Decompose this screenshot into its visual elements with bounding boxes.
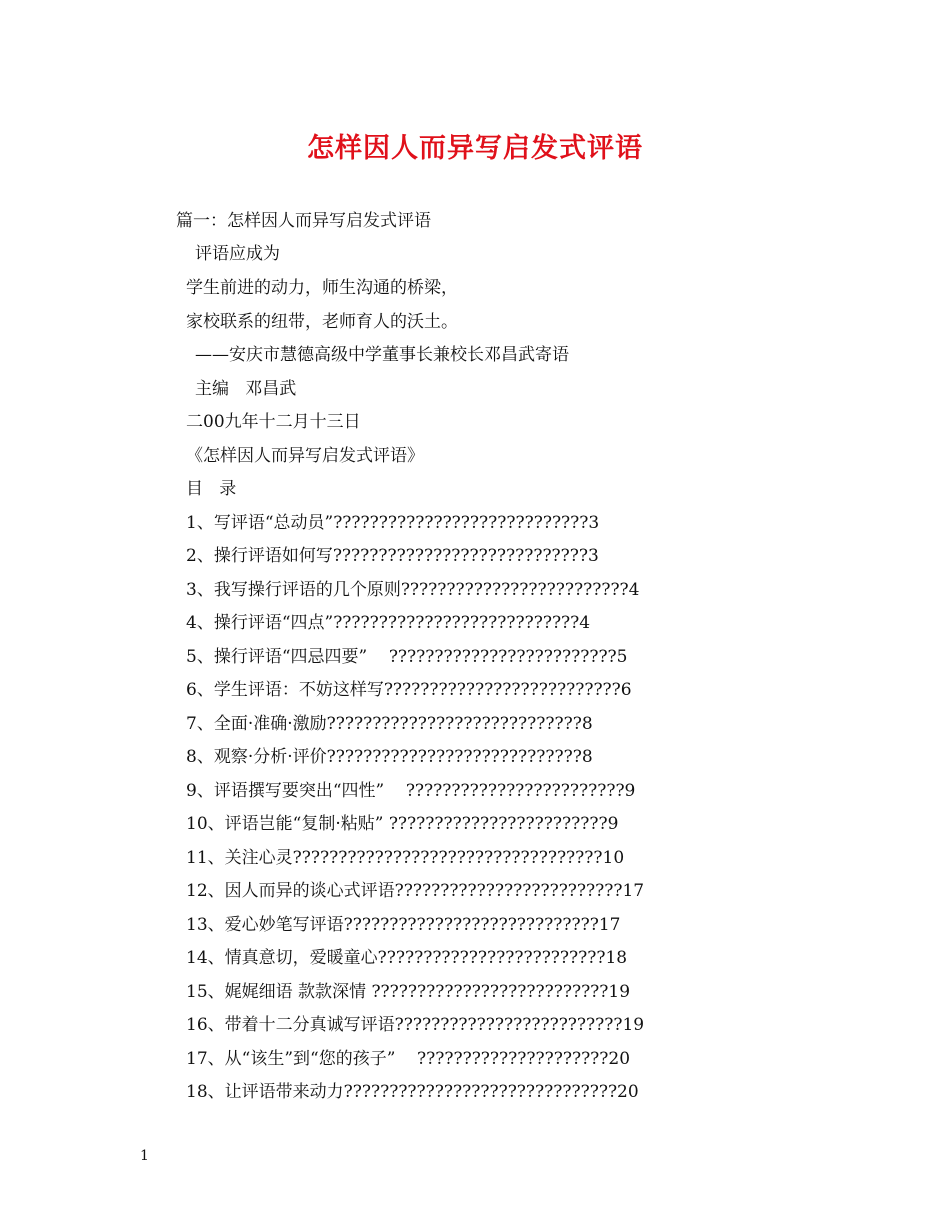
toc-entry: 10、评语岂能“复制·粘贴” ????????????????????????9 [186,814,619,834]
toc-entry: 5、操行评语“四忌四要” ?????????????????????????5 [186,647,628,667]
date-line: 二00九年十二月十三日 [186,412,361,432]
page-number: 1 [140,1148,149,1164]
toc-entry: 2、操行评语如何写????????????????????????????3 [186,546,599,566]
book-title-line: 《怎样因人而异写启发式评语》 [186,446,424,466]
toc-entry: 6、学生评语：不妨这样写??????????????????????????6 [186,680,632,700]
toc-heading: 目 录 [186,479,237,499]
toc-entry: 16、带着十二分真诚写评语?????????????????????????19 [186,1015,645,1035]
dedication-line: ——安庆市慧德高级中学董事长兼校长邓昌武寄语 [195,345,569,365]
toc-entry: 3、我写操行评语的几个原则?????????????????????????4 [186,580,640,600]
intro-line: 评语应成为 [195,244,280,264]
toc-entry: 7、全面·准确·激励????????????????????????????8 [186,714,593,734]
toc-entry: 11、关注心灵??????????????????????????????????10 [186,848,625,868]
intro-line: 家校联系的纽带，老师育人的沃土。 [186,312,458,332]
toc-entry: 9、评语撰写要突出“四性” ????????????????????????9 [186,781,636,801]
toc-entry: 12、因人而异的谈心式评语?????????????????????????17 [186,881,645,901]
toc-entry: 8、观察·分析·评价????????????????????????????8 [186,747,593,767]
toc-entry: 17、从“该生”到“您的孩子” ?????????????????????20 [186,1049,631,1069]
intro-line: 篇一：怎样因人而异写启发式评语 [176,211,431,231]
toc-entry: 13、爱心妙笔写评语????????????????????????????17 [186,915,621,935]
toc-entry: 4、操行评语“四点”???????????????????????????4 [186,613,591,633]
toc-entry: 15、娓娓细语 款款深情 ??????????????????????????19 [186,982,631,1002]
editor-line: 主编 邓昌武 [195,379,297,399]
intro-line: 学生前进的动力，师生沟通的桥梁， [186,278,458,298]
toc-entry: 14、情真意切，爱暖童心?????????????????????????18 [186,948,628,968]
toc-entry: 1、写评语“总动员”????????????????????????????3 [186,513,600,533]
toc-entry: 18、让评语带来动力??????????????????????????????20 [186,1082,639,1102]
document-title: 怎样因人而异写启发式评语 [307,133,643,164]
